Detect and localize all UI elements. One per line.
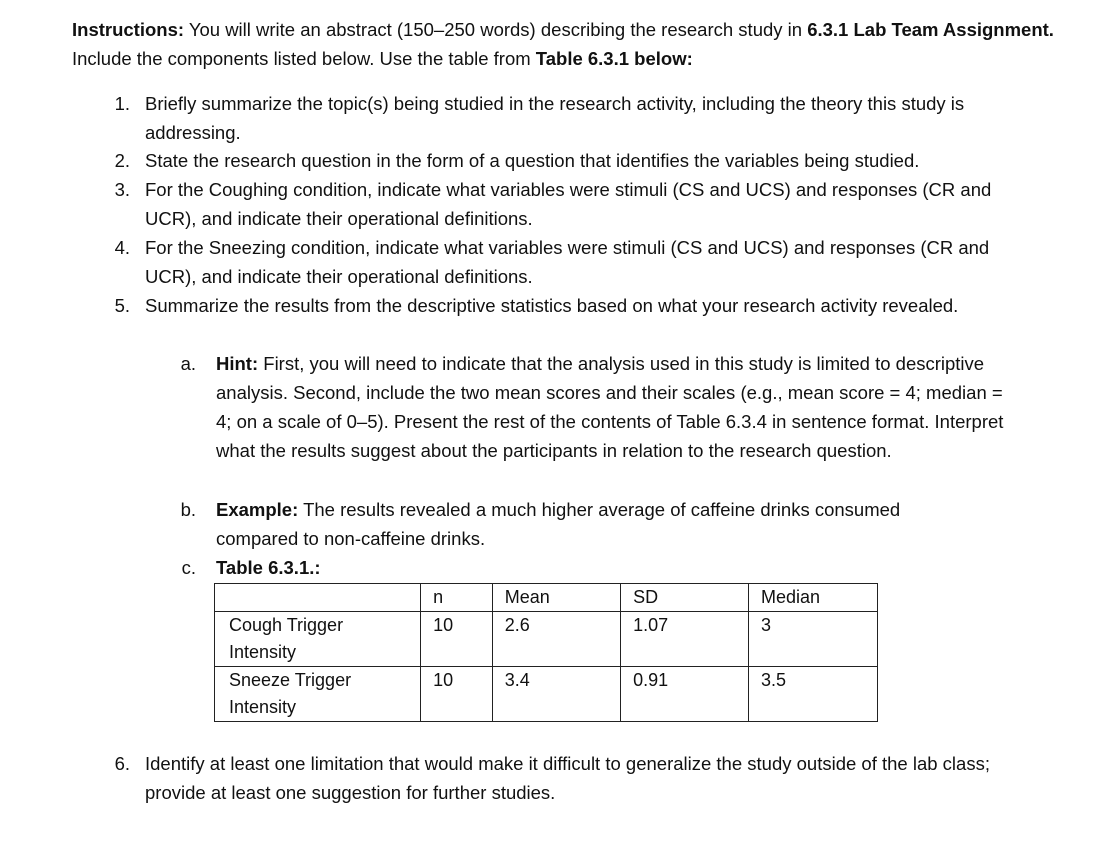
- table-header-cell: SD: [621, 584, 749, 612]
- table-cell-median: 3: [749, 612, 878, 667]
- sublist-text: [216, 349, 1006, 465]
- list-number: 6.: [114, 753, 130, 774]
- list-text: Summarize the results from the descriptive statistics based on what your research activity revealed.: [145, 295, 959, 316]
- table-header-row: [215, 584, 878, 612]
- instructions-text-1: You will write an abstract (150–250 words) describing the research study in: [184, 19, 808, 40]
- sublist-text: [216, 553, 1016, 582]
- row-label: Sneeze Trigger Intensity: [215, 667, 421, 722]
- row-label: Cough Trigger Intensity: [215, 612, 421, 667]
- table-row: [215, 667, 878, 722]
- table-ref: Table 6.3.1 below:: [535, 48, 693, 69]
- instructions-paragraph: [72, 15, 1062, 73]
- sublist-letter: a.: [180, 353, 196, 374]
- hint-label: Hint:: [216, 353, 259, 374]
- table-cell-sd: 1.07: [621, 612, 749, 667]
- sublist-letter: b.: [180, 499, 196, 520]
- table-row: [215, 612, 878, 667]
- list-text: Briefly summarize the topic(s) being studied in the research activity, including the theory this study is addressing.: [145, 93, 965, 143]
- table-cell-median: 3.5: [749, 667, 878, 722]
- sublist-letter: c.: [181, 557, 196, 578]
- list-text: Identify at least one limitation that would make it difficult to generalize the study outside of the lab class; provide at least one suggestion for further studies.: [145, 753, 990, 803]
- table-caption: Table 6.3.1.:: [216, 557, 321, 578]
- stats-table: [214, 583, 878, 722]
- example-text: The results revealed a much higher average of caffeine drinks consumed compared to non-caffeine drinks.: [216, 499, 901, 549]
- list-number: 4.: [114, 237, 130, 258]
- table-header-cell: n: [421, 584, 493, 612]
- table-cell-mean: 3.4: [492, 667, 620, 722]
- list-number: 2.: [114, 150, 130, 171]
- list-number: 1.: [114, 93, 130, 114]
- table-cell-n: 10: [421, 612, 493, 667]
- table-header-cell: Mean: [492, 584, 620, 612]
- list-number: 5.: [114, 295, 130, 316]
- table-cell-n: 10: [421, 667, 493, 722]
- list-text: For the Sneezing condition, indicate what variables were stimuli (CS and UCS) and responses (CR and UCR), and indicate their operational definitions.: [145, 237, 990, 287]
- list-number: 3.: [114, 179, 130, 200]
- table-cell-sd: 0.91: [621, 667, 749, 722]
- list-text: For the Coughing condition, indicate what variables were stimuli (CS and UCS) and responses (CR and UCR), and indicate their operational definitions.: [145, 179, 992, 229]
- instructions-text-2: Include the components listed below. Use the table from: [72, 48, 536, 69]
- list-text: State the research question in the form of a question that identifies the variables being studied.: [145, 150, 920, 171]
- table-header-cell: Median: [749, 584, 878, 612]
- sublist-text: [216, 495, 976, 553]
- example-label: Example:: [216, 499, 299, 520]
- table-header-cell: [215, 584, 421, 612]
- table-cell-mean: 2.6: [492, 612, 620, 667]
- instructions-label: Instructions:: [72, 19, 185, 40]
- hint-text: First, you will need to indicate that the analysis used in this study is limited to descriptive analysis. Second, include the two mean scores and their scales (e.g., mean score = 4; median = 4; on a scale of 0–5). Present the rest of the contents of Table 6.3.4 in sentence format. Interpret what the results suggest about the participants in relation to the research question.: [216, 353, 1004, 461]
- lab-assignment-ref: 6.3.1 Lab Team Assignment.: [807, 19, 1054, 40]
